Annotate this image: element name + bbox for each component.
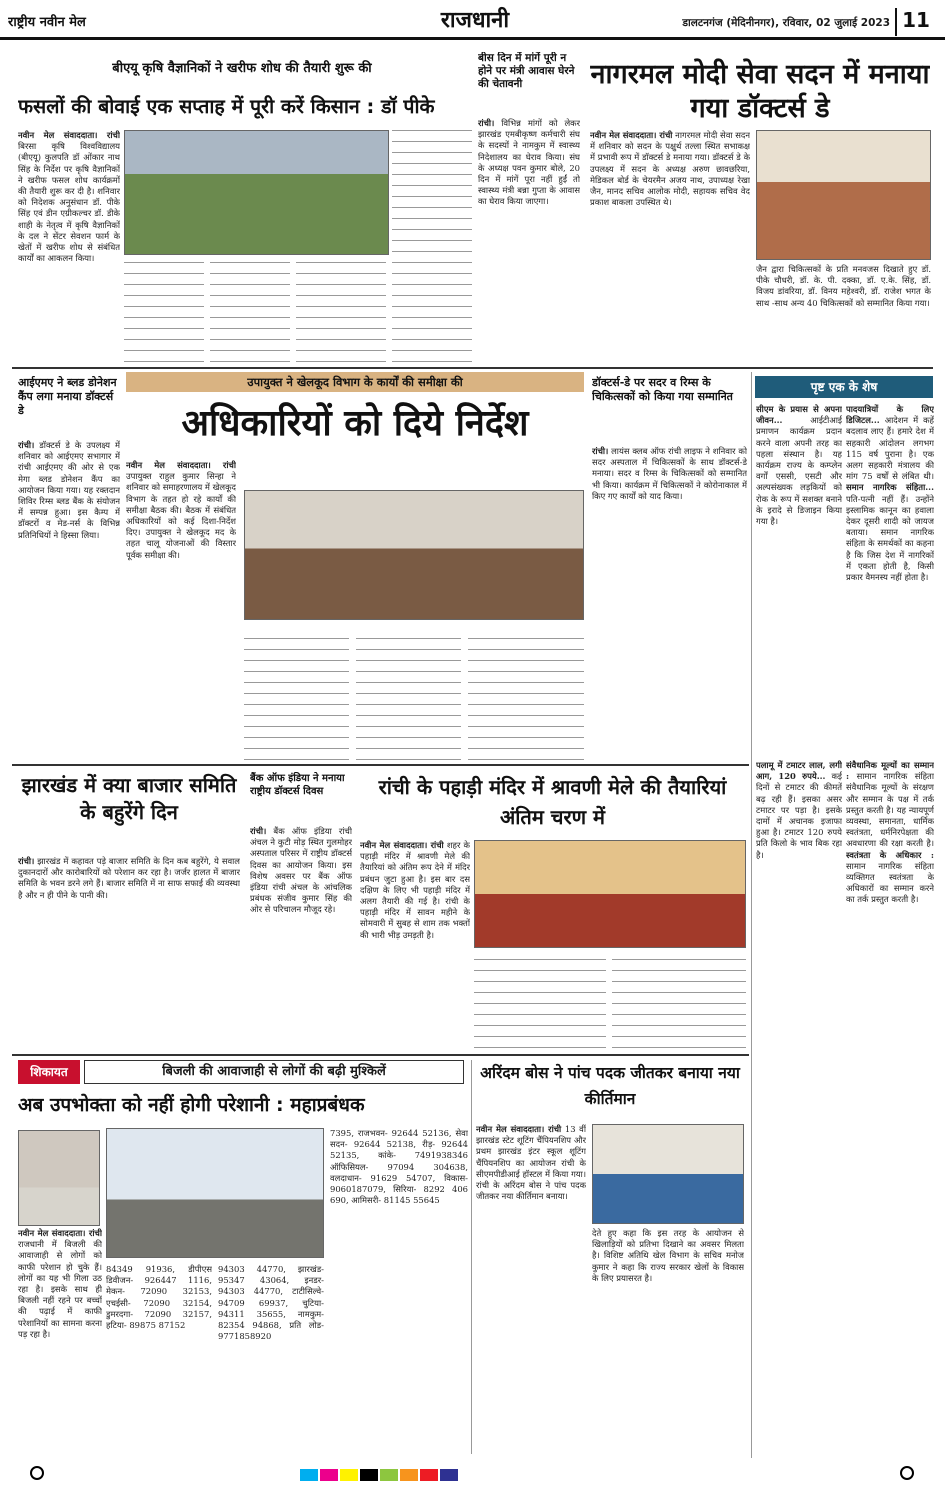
paper-name: राष्ट्रीय नवीन मेल bbox=[8, 15, 86, 30]
column-divider bbox=[751, 372, 752, 1458]
section-title: राजधानी bbox=[440, 8, 510, 33]
column-item1: आईटीआई प्रमाणन कार्यक्रम प्रदान करने वाला अपनी तरह का पहला संस्थान है। यह कार्यक्रम राज्य के कम्प्लेन वर्गों एससी, एसटी और अल्पसंख्यक लड़कियों को रोक के रूप में सशक्त बनाने के इरादे से डिजाइन किया गया है। bbox=[756, 415, 842, 527]
story10-numbers: 7395, राजभवन- 92644 52136, सेवा सदन- 92644 52138, रीड़- 92644 52135, कांके- 7491938346 ऑफिसियल- 97094 304638, वलदाधान- 91629 54707, विकास- 9060187079, सिरिया- 8292 406 690, आमिसरी- 81145 55645 bbox=[330, 1128, 468, 1206]
registration-mark-left bbox=[30, 1466, 44, 1480]
column-item4: सामान नागरिक संहिता संवैधानिक मूल्यों के संरक्षण और सम्मान के पक्ष में तर्क प्रस्तुत करती है। यह न्यायपूर्ण व्यवस्था, समानता, धार्मिक स्वतंत्रता, धर्मनिरपेक्षता की अवधारणा की रक्षा करती है। bbox=[846, 771, 934, 849]
story8-headline: बैंक ऑफ इंडिया ने मनाया राष्ट्रीय डॉक्टर्स दिवस bbox=[250, 773, 345, 797]
swatch-2 bbox=[340, 1469, 358, 1481]
story10-portrait bbox=[18, 1130, 100, 1226]
swatch-6 bbox=[420, 1469, 438, 1481]
story9-byline: नवीन मेल संवाददाता। रांची bbox=[360, 840, 444, 850]
color-registration-bar bbox=[300, 1466, 660, 1482]
story3-body bbox=[590, 130, 750, 362]
swatch-4 bbox=[380, 1469, 398, 1481]
story8-body bbox=[250, 826, 352, 1048]
story11-photo bbox=[592, 1124, 744, 1224]
story10-kicker-box bbox=[84, 1060, 464, 1084]
story6-lead: लायंस क्लब ऑफ रांची लाइफ ने शनिवार को सदर अस्पताल में चिकित्सकों के साथ डॉक्टर्स-डे मनाया। सदर व रिम्स के चिकित्सकों को सम्मानित भी किया। कार्यक्रम में चिकित्सकों ने कोरोनाकाल में किए गए कार्यों को याद किया। bbox=[592, 446, 747, 501]
story5-photo bbox=[244, 490, 584, 620]
dateline: डालटनगंज (मेदिनीनगर), रविवार, 02 जुलाई 2023 bbox=[682, 17, 890, 29]
story1-col5 bbox=[392, 130, 472, 362]
masthead bbox=[0, 0, 945, 40]
divider-1 bbox=[12, 367, 933, 369]
story10-lead: राजधानी में बिजली की आवाजाही से लोगों को काफी परेशान हो चुके हैं। लोगों का यह भी गिला उठ रहा है। इसके साथ ही बिजली नहीं रहने पर बच्चों की पढ़ाई में काफी परेशानियों का सामना करना पड़ रहा है। bbox=[18, 1239, 102, 1339]
column-tail-text: कई दिनों से टमाटर की कीमतें बढ़ रही हैं। इसका असर टमाटर पर पड़ा है। इसके दामों में अचानक इजाफा हुआ है। टमाटर 120 रुपये प्रति किलो के भाव बिक रहा है। bbox=[756, 771, 842, 860]
story3-photo bbox=[756, 130, 931, 260]
column-col1-lower bbox=[756, 760, 842, 1454]
story4-lead: डॉक्टर्स डे के उपलक्ष्य में शनिवार को आईएमए सभागार में रांची आईएमए की ओर से एक मेगा ब्लड डोनेशन कैंप का आयोजन किया गया। यह रक्तदान शिविर रिम्स ब्लड बैंक के संयोजन में सम्पन्न हुआ। इस कैम्प में डॉक्टरों व मेड-नर्स के विभिन्न प्रतिनिधियों ने हिस्सा लिया। bbox=[18, 440, 120, 540]
divider-3 bbox=[12, 1054, 749, 1056]
story5-byline: नवीन मेल संवाददाता। रांची bbox=[126, 460, 236, 470]
column-item5-head: स्वतंत्रता के अधिकार : bbox=[846, 849, 934, 860]
column-item5: सामान नागरिक संहिता व्यक्तिगत स्वतंत्रता के अधिकारों का सम्मान करने का तर्क प्रस्तुत करती है। bbox=[846, 860, 934, 905]
story11-para2: देते हुए कहा कि इस तरह के आयोजन से खिलाड़ियों को प्रतिभा दिखाने का अवसर मिलता है। विशिष्ट अतिथि खेल विभाग के सचिव मनोज कुमार ने कहा कि राज्य सरकार खेलों के विकास के लिए प्रयासरत है। bbox=[592, 1228, 744, 1283]
swatch-5 bbox=[400, 1469, 418, 1481]
story2-lead: विभिन्न मांगों को लेकर झारखंड एमबीकृष्ण कर्मचारी संघ के सदस्यों ने नामकुम में स्वास्थ्य निदेशालय का घेराव किया। संघ के अध्यक्ष पवन कुमार बोले, 20 दिन में मांगें पूरा नहीं हुईं तो स्वास्थ्य मंत्री बन्ना गुप्ता के आवास का घेराव किया जाएगा। bbox=[478, 118, 580, 207]
story10-photo bbox=[106, 1128, 324, 1258]
story11-body bbox=[476, 1124, 586, 1454]
story3-para2: जैन द्वारा चिकित्सकों के प्रति मनवजस दिखाते हुए डॉ. पीके चौधरी, डॉ. के. पी. दक्का, डॉ. ए.के. सिंह, डॉ. विजय डांवरिया, डॉ. विनय महेश्वरी, डॉ. राजेश भगत के साथ -साथ अन्य 40 चिकित्सकों को सम्मानित किया गया। bbox=[756, 264, 931, 308]
swatch-7 bbox=[440, 1469, 458, 1481]
divider-2 bbox=[12, 764, 749, 766]
story1-photo bbox=[124, 130, 389, 255]
story4-byline: रांची। bbox=[18, 440, 35, 450]
story10-tag-label: शिकायत bbox=[30, 1065, 68, 1079]
story8-byline: रांची। bbox=[250, 826, 267, 836]
column-item2-head: पादयात्रियों के लिए डिजिटल... bbox=[846, 404, 934, 426]
story1-col3 bbox=[210, 262, 290, 362]
story5-kicker: उपायुक्त ने खेलकूद विभाग के कार्यों की समीक्षा की bbox=[247, 375, 463, 389]
column-col2 bbox=[846, 404, 934, 756]
column-tail-head: पलामू में टमाटर लाल, लगी आग, 120 रुपये... bbox=[756, 760, 842, 782]
story10-numbers2: 84349 91936, डीपीएस डिवीजन- 926447 1116, मेकन- 72090 32153, एचईसी- 72090 32154, डुमरदगा- 72090 32157, हटिया- 89875 87152 bbox=[106, 1264, 212, 1331]
story5-col3 bbox=[356, 628, 461, 760]
story11-lead: 13 वीं झारखंड स्टेट शूटिंग चैंपियनशिप और प्रथम झारखंड इंटर स्कूल शूटिंग चैंपियनशिप का आयोजन रांची के सीएमपीडीआई हॉस्टल में किया गया। रांची के अरिंदम बोस ने पांच पदक जीतकर नया कीर्तिमान बनाया। bbox=[476, 1124, 586, 1202]
story9-col2 bbox=[474, 954, 606, 1048]
story6-byline: रांची। bbox=[592, 446, 609, 456]
story7-lead: झारखंड में कहावत पड़े बाजार समिति के दिन कब बहुरेंगे, ये सवाल दुकानदारों और कारोबारियों को परेशान कर रहा है। जर्जर हालत में बाजार समिति के भवन डरने लगे हैं। बाजार समिति में ना साफ सफाई की व्यवस्था है और न ही पीने के पानी की। bbox=[18, 856, 240, 900]
story1-col2 bbox=[124, 262, 204, 362]
story1-lead: बिरसा कृषि विश्वविद्यालय (बीएयू) कुलपति डॉ ओंकार नाथ सिंह के निर्देश पर कृषि वैज्ञानिकों ने खरीफ फसल शोध कार्यक्रमों की तैयारी शुरू कर दी है। शनिवार को निदेशक अनुसंधान डॉ. पीके सिंह एवं डीन एग्रीकल्चर डॉ. डीके शाही के नेतृत्व में कृषि वैज्ञानिकों के दल ने सेंटर सेवशन फार्म के खेतों में खरीफ शोध से संबंधित कार्यों का आकलन किया। bbox=[18, 141, 120, 264]
swatch-0 bbox=[300, 1469, 318, 1481]
story10-byline: नवीन मेल संवाददाता। रांची bbox=[18, 1228, 102, 1238]
story2-body bbox=[478, 118, 580, 362]
column-col1 bbox=[756, 404, 842, 756]
story2-headline: बीस दिन में मांगें पूरी न होने पर मंत्री आवास घेरने की चेतावनी bbox=[478, 52, 575, 90]
story7-body bbox=[18, 856, 240, 1048]
story1-body bbox=[18, 130, 120, 360]
swatch-3 bbox=[360, 1469, 378, 1481]
story6-headline: डॉक्टर्स-डे पर सदर व रिम्स के चिकित्सकों को किया गया सम्मानित bbox=[592, 376, 733, 403]
story5-col2 bbox=[244, 628, 349, 760]
column-item3: पति-पत्नी नहीं हैं। उन्होंने इस्लामिक कानून का हवाला देकर दूसरी शादी को जायज बताया। समान नागरिक संहिता के समर्थकों का कहना है कि जिस देश में नागरिकों में एकता होती है, किसी प्रकार वैमनस्य नहीं होता है। bbox=[846, 493, 934, 583]
story1-byline: नवीन मेल संवाददाता। रांची bbox=[18, 130, 120, 140]
column-item1-head: सीएम के प्रयास से अपना जीवन... bbox=[756, 404, 842, 426]
story5-lead: उपायुक्त राहुल कुमार सिन्हा ने शनिवार को समाहरणालय में खेलकूद विभाग के तहत हो रहे कार्यों की समीक्षा बैठक की। बैठक में संबंधित अधिकारियों को कई दिशा-निर्देश दिए। उपायुक्त ने खेलकूद मद के तहत चालू योजनाओं की विस्तार पूर्वक समीक्षा की। bbox=[126, 471, 236, 560]
story10-kicker: बिजली की आवाजाही से लोगों की बढ़ी मुश्किलें bbox=[162, 1064, 386, 1079]
story5-body bbox=[126, 460, 236, 760]
story1-kicker: बीएयू कृषि वैज्ञानिकों ने खरीफ शोध की तैयारी शुरू की bbox=[112, 61, 372, 76]
story6-body bbox=[592, 446, 747, 760]
page-number: 11 bbox=[895, 8, 935, 36]
story10-headline: अब उपभोक्ता को नहीं होगी परेशानी : महाप्रबंधक bbox=[18, 1094, 365, 1116]
story9-body bbox=[360, 840, 470, 1048]
story1-headline: फसलों की बोवाई एक सप्ताह में पूरी करें किसान : डॉ पीके bbox=[18, 95, 435, 118]
story2-byline: रांची। bbox=[478, 118, 495, 128]
story11-headline: अरिंदम बोस ने पांच पदक जीतकर बनाया नया कीर्तिमान bbox=[480, 1064, 740, 1108]
story7-byline: रांची। bbox=[18, 856, 35, 866]
column-item2: आदेशन में कहें बदलाव लाए हैं। हमारे देश में सहकारी आंदोलन लगभग 115 वर्ष पुराना है। एक अलग सहकारी मंत्रालय की मांग 75 वर्षों से लंबित थी। bbox=[846, 415, 934, 482]
story4-headline: आईएमए ने ब्लड डोनेशन कैंप लगा मनाया डॉक्टर्स डे bbox=[18, 376, 117, 417]
story5-kicker-band bbox=[126, 372, 584, 392]
story11-byline: नवीन मेल संवाददाता। रांची bbox=[476, 1124, 562, 1134]
story3-lead: नागरमल मोदी सेवा सदन में शनिवार को सदन के पक्षुर्थ तल्ला स्थित सभाकक्ष में प्रभावी रूप में डॉक्टर्स डे मनाया गया। डॉक्टर्स डे के उपलक्ष्य में सदन के अध्यक्ष अरुण छावछरिया, मेडिकल बोर्ड के चेयरमैन अजय नाथ, उपाध्यक्ष रेखा जैन, मानद सचिव आलोक मोदी, सहायक सचिव वेद प्रकाश बाकला उपस्थित थे। bbox=[590, 130, 750, 208]
story4-body bbox=[18, 440, 120, 760]
story10-body bbox=[18, 1228, 102, 1454]
story10-numbers3: 94303 44770, झारखंड- 95347 43064, इनडर- 94303 44770, टाटीसिल्वे- 94709 69937, चुटिया- 94311 35655, नामकुम- 82354 94868, प्रति लोड- 9771858920 bbox=[218, 1264, 324, 1342]
registration-mark-right bbox=[900, 1466, 914, 1480]
column-item3-head: समान नागरिक संहिता... bbox=[846, 482, 934, 493]
story5-col4 bbox=[468, 628, 584, 760]
story1-col4 bbox=[296, 262, 386, 362]
column-title: पृष्ट एक के शेष bbox=[755, 376, 933, 398]
story3-byline: नवीन मेल संवाददाता। रांची bbox=[590, 130, 673, 140]
story10-divider bbox=[471, 1060, 472, 1454]
column-item4-head: संवैधानिक मूल्यों का सम्मान : bbox=[846, 760, 934, 782]
story7-headline: झारखंड में क्या बाजार समिति के बहुरेंगे दिन bbox=[21, 773, 237, 824]
story9-lead: शहर के पहाड़ी मंदिर में श्रावणी मेले की तैयारियां को अंतिम रूप देने में मंदिर प्रबंधन जुटा हुआ है। इस बार दस दक्षिण के लिए भी पहाड़ी मंदिर में अलग तैयारी की गई है। रांची के पहाड़ी मंदिर में सावन महीने के सोमवारी में सुबह से शाम तक भक्तों की भारी भीड़ उमड़ती है। bbox=[360, 840, 470, 940]
story9-headline: रांची के पहाड़ी मंदिर में श्रावणी मेले की तैयारियां अंतिम चरण में bbox=[378, 775, 727, 829]
story8-lead: बैंक ऑफ इंडिया रांची अंचल ने कुटी मोड़ स्थित गुलमोहर अस्पताल परिसर में राष्ट्रीय डॉक्टर्स दिवस का आयोजन किया। इस विशेष अवसर पर बैंक ऑफ इंडिया रांची अंचल के आंचलिक प्रबंधक संजीव कुमार सिंह की ओर से परिचालन मौजूद रहे। bbox=[250, 826, 352, 915]
column-col2-lower bbox=[846, 760, 934, 1454]
story9-col3 bbox=[612, 954, 746, 1048]
swatch-1 bbox=[320, 1469, 338, 1481]
story10-tag bbox=[18, 1060, 80, 1084]
story9-photo bbox=[474, 840, 746, 948]
story3-headline: नागरमल मोदी सेवा सदन में मनाया गया डॉक्टर्स डे bbox=[590, 59, 930, 124]
story5-headline: अधिकारियों को दिये निर्देश bbox=[181, 403, 529, 444]
story1-kicker-band bbox=[22, 56, 462, 82]
